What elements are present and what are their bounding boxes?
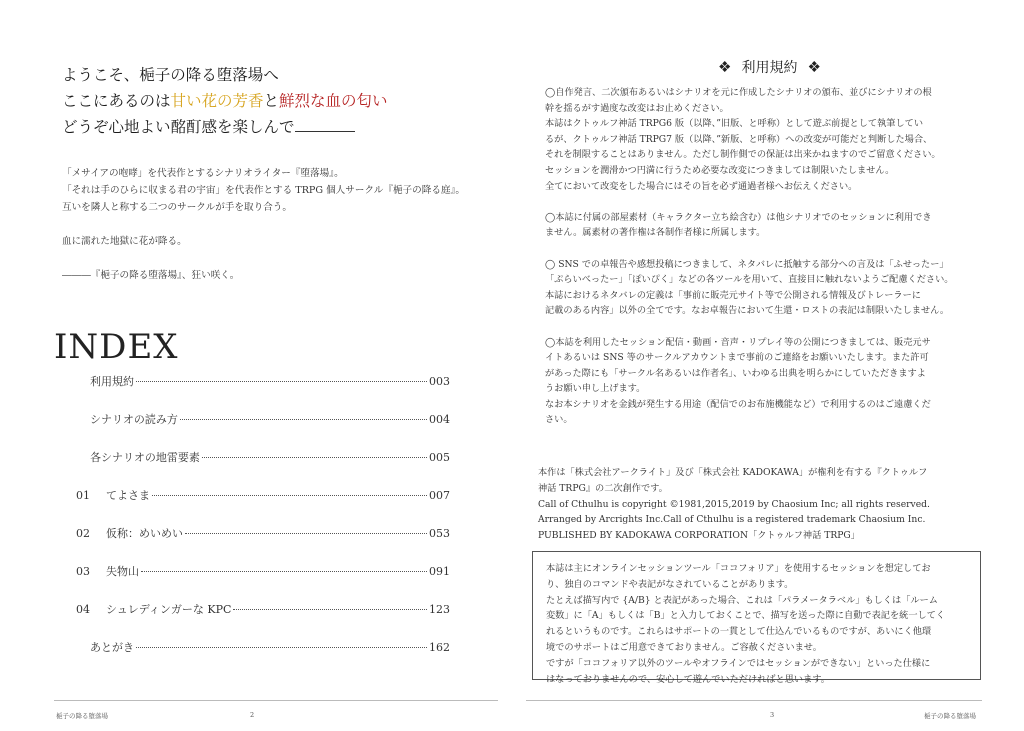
toc-label: てよさま: [106, 489, 150, 502]
terms-block-materials: [545, 210, 975, 241]
terms-line: ◯本誌を利用したセッション配信・動画・音声・リプレイ等の公開につきましては、販売元サ: [545, 336, 931, 348]
toc-row[interactable]: [76, 563, 450, 579]
notice-line: ですが「ココフォリア以外のツールやオフラインではセッションができない」といった仕様に: [546, 657, 931, 669]
intro-gap: [62, 250, 465, 267]
terms-line: るが、クトゥルフ神話 TRPG7 版（以降、”新版、と呼称）への改変が可能だと判断した場合、: [545, 133, 933, 145]
terms-line: ません。属素材の著作権は各制作者様に所属します。: [545, 227, 766, 239]
notice-line: たとえば描写内で {A/B} と表記があった場合、これは「パラメータラベル」もしくは「ルーム: [546, 594, 938, 606]
credits-line: PUBLISHED BY KADOKAWA CORPORATION「クトゥルフ神話 TRPG」: [538, 530, 860, 542]
footer-title: 梔子の降る堕落場: [56, 712, 108, 720]
toc-label: 利用規約: [90, 375, 134, 388]
intro-gap: [62, 216, 465, 233]
toc-row[interactable]: [76, 601, 450, 617]
intro-paragraph-3: 互いを隣人と称する二つのサークルが手を取り合う。: [62, 202, 292, 213]
footer-rule: [54, 700, 498, 701]
tagline-line-3-text: どうぞ心地よい酩酊感を楽しんで: [62, 118, 295, 136]
ccfolia-notice-box: [532, 551, 981, 685]
tagline-line-1: ようこそ、梔子の降る堕落場へ: [62, 66, 279, 84]
intro-text: [62, 165, 465, 284]
toc-label: あとがき: [90, 641, 134, 654]
toc-leader-dots: [136, 647, 427, 648]
intro-paragraph-2: 「それは手のひらに収まる君の宇宙」を代表作とする TRPG 個人サークル『梔子の降る庭』。: [62, 185, 465, 196]
terms-body: [545, 85, 975, 444]
tagline-red-text: 鮮烈な血の匂い: [279, 92, 388, 110]
toc-label: 失物山: [106, 565, 139, 578]
toc-label: シナリオの読み方: [90, 413, 178, 426]
toc-row[interactable]: [76, 487, 450, 503]
terms-line: 幹を揺るがす過度な改変はお止めください。: [545, 102, 729, 114]
tagline: [62, 62, 388, 140]
terms-title-text: 利用規約: [741, 60, 798, 76]
toc-leader-dots: [152, 495, 427, 496]
terms-line: ◯ SNS での卓報告や感想投稿につきまして、ネタバレに抵触する部分への言及は「ふせったー」: [545, 258, 949, 270]
terms-line: それを制限することはありません。ただし制作側での保証は出来かねますのでご留意ください。: [545, 149, 941, 161]
terms-block-streaming: [545, 335, 975, 429]
tagline-line-2-pre: ここにあるのは: [62, 92, 171, 110]
toc-page-number: 007: [429, 489, 450, 502]
toc-label: 仮称：めいめい: [106, 527, 183, 540]
toc-row[interactable]: [90, 639, 450, 655]
intro-paragraph-5: ―――『梔子の降る堕落場』、狂い咲く。: [62, 270, 240, 281]
terms-line: 「ぷらいべったー」「ぽいぴく」などの各ツールを用いて、直接目に触れないようご配慮ください。: [545, 274, 954, 286]
terms-block-modification: [545, 85, 975, 194]
tagline-line-3: [62, 114, 388, 140]
diamond-ornament-icon: ❖: [718, 58, 732, 76]
terms-line: 全てにおいて改変をした場合にはその旨を必ず通過者様へお伝えください。: [545, 180, 858, 192]
toc-page-number: 123: [429, 603, 450, 616]
tagline-line-2: [62, 88, 388, 114]
terms-line: イトあるいは SNS 等のサークルアカウントまで事前のご連絡をお願いいたします。また許可: [545, 352, 929, 364]
toc-page-number: 005: [429, 451, 450, 464]
toc-row[interactable]: [90, 411, 450, 427]
toc-chapter-number: 04: [76, 603, 90, 616]
tagline-line-2-mid: と: [263, 92, 280, 110]
diamond-ornament-icon: ❖: [807, 58, 821, 76]
toc-row[interactable]: [90, 373, 450, 389]
notice-line: 本誌は主にオンラインセッションツール「ココフォリア」を使用するセッションを想定してお: [546, 563, 931, 574]
copyright-credits: [538, 465, 978, 544]
toc-chapter-number: 03: [76, 565, 90, 578]
terms-line: 本誌におけるネタバレの定義は「事前に販売元サイト等で公開される情報及びトレーラーに: [545, 289, 921, 301]
terms-line: なお本シナリオを金銭が発生する用途（配信でのお布施機能など）で利用するのはご遠慮くだ: [545, 398, 931, 410]
toc-label: 各シナリオの地雷要素: [90, 451, 200, 464]
toc-chapter-number: 01: [76, 489, 90, 502]
notice-line: り、独自のコマンドや表記がなされていることがあります。: [546, 578, 794, 590]
toc-leader-dots: [185, 533, 427, 534]
credits-line: 本作は「株式会社アークライト」及び「株式会社 KADOKAWA」が権利を有する『クトゥルフ: [538, 467, 928, 478]
right-page: [512, 0, 1024, 731]
credits-line: 神話 TRPG』の二次創作です。: [538, 482, 668, 494]
terms-line: 記載のある内容」以外の全てです。なお卓報告において生還・ロストの表記は制限いたしません。: [545, 305, 950, 317]
intro-paragraph-4: 血に濡れた地獄に花が降る。: [62, 236, 187, 247]
notice-line: 変数」に「A」もしくは「B」と入力しておくことで、描写を送った際に自動で表記を統一してく: [546, 610, 946, 622]
toc-row[interactable]: [90, 449, 450, 465]
tagline-underline: [295, 117, 355, 132]
toc-leader-dots: [233, 609, 427, 610]
toc-leader-dots: [136, 381, 427, 382]
terms-line: ◯本誌に付属の部屋素材（キャラクター立ち絵含む）は他シナリオでのセッションに利用でき: [545, 211, 932, 223]
footer-rule: [526, 700, 982, 701]
toc-page-number: 162: [429, 641, 450, 654]
toc-page-number: 053: [429, 527, 450, 540]
terms-line: セッションを潤滑かつ円満に行うため必要な改変につきましては制限いたしません。: [545, 164, 895, 176]
terms-heading: [708, 57, 831, 77]
toc-leader-dots: [180, 419, 427, 420]
notice-line: れるというものです。これらはサポートの一貫として仕込んでいるものですが、あいにく他環: [546, 626, 932, 638]
tagline-gold-text: 甘い花の芳香: [170, 92, 264, 110]
page-number: 2: [250, 711, 255, 719]
credits-line: Arranged by Arcrights Inc.Call of Cthulhu is a registered trademark Chaosium Inc.: [538, 514, 926, 526]
toc-page-number: 091: [429, 565, 450, 578]
footer-title: 梔子の降る堕落場: [924, 712, 976, 720]
toc-page-number: 004: [429, 413, 450, 426]
toc-row[interactable]: [76, 525, 450, 541]
credits-line: Call of Cthulhu is copyright ©1981,2015,2019 by Chaosium Inc; all rights reserved.: [538, 498, 930, 510]
notice-line: はなっておりませんので、安心して遊んでいただければと思います。: [546, 673, 830, 685]
terms-block-sns: [545, 257, 975, 319]
intro-paragraph-1: 「メサイアの咆哮」を代表作とするシナリオライター『堕落場』。: [62, 168, 344, 179]
terms-line: 本誌はクトゥルフ神話 TRPG6 版（以降、”旧版、と呼称）として遊ぶ前提として執筆してい: [545, 118, 924, 130]
terms-line: があった際にも「サークル名あるいは作者名」、いわゆる出典を明らかにしていただきますよ: [545, 367, 926, 379]
terms-line: ◯自作発言、二次頒布あるいはシナリオを元に作成したシナリオの頒布、並びにシナリオの根: [545, 87, 932, 98]
page-number: 3: [770, 711, 775, 719]
notice-line: 境でのサポートはご用意できておりません。ご容赦くださいませ。: [546, 641, 822, 653]
toc-leader-dots: [202, 457, 427, 458]
terms-line: さい。: [545, 414, 573, 426]
index-title: INDEX: [54, 327, 179, 367]
toc-label: シュレディンガーな KPC: [106, 603, 232, 616]
toc-leader-dots: [141, 571, 427, 572]
toc-page-number: 003: [429, 375, 450, 388]
terms-line: うお願い申し上げます。: [545, 383, 646, 395]
toc-chapter-number: 02: [76, 527, 90, 540]
